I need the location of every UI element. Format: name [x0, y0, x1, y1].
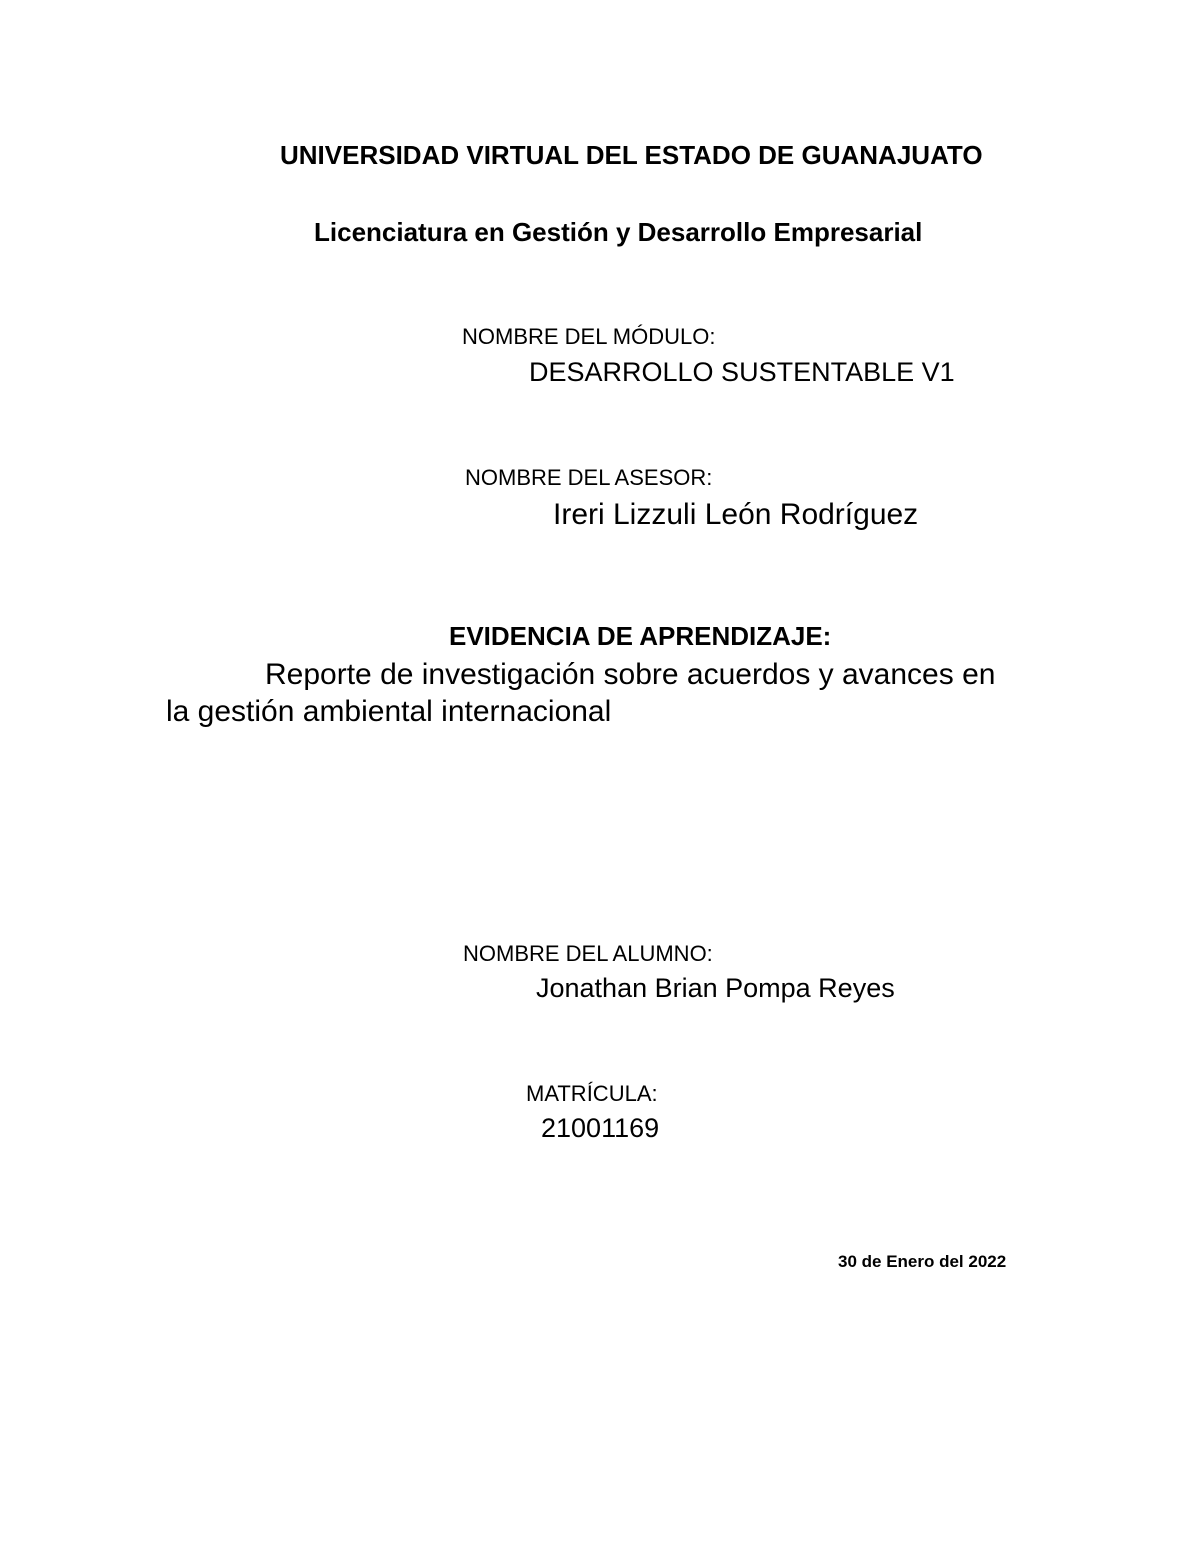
evidence-title-line-2: la gestión ambiental internacional: [166, 695, 612, 728]
advisor-value: Ireri Lizzuli León Rodríguez: [553, 498, 919, 531]
module-label: NOMBRE DEL MÓDULO:: [462, 324, 716, 349]
advisor-label: NOMBRE DEL ASESOR:: [465, 465, 713, 490]
student-value: Jonathan Brian Pompa Reyes: [536, 973, 895, 1003]
evidence-label: EVIDENCIA DE APRENDIZAJE:: [449, 621, 832, 651]
student-label: NOMBRE DEL ALUMNO:: [463, 941, 713, 966]
enrollment-value: 21001169: [541, 1113, 660, 1143]
degree-title: Licenciatura en Gestión y Desarrollo Empresarial: [314, 217, 923, 247]
enrollment-label: MATRÍCULA:: [526, 1081, 658, 1106]
module-value: DESARROLLO SUSTENTABLE V1: [529, 357, 955, 387]
university-title: UNIVERSIDAD VIRTUAL DEL ESTADO DE GUANAJUATO: [280, 140, 983, 170]
evidence-title-line-1: Reporte de investigación sobre acuerdos y avances en: [265, 658, 996, 691]
document-date: 30 de Enero del 2022: [838, 1252, 1007, 1271]
